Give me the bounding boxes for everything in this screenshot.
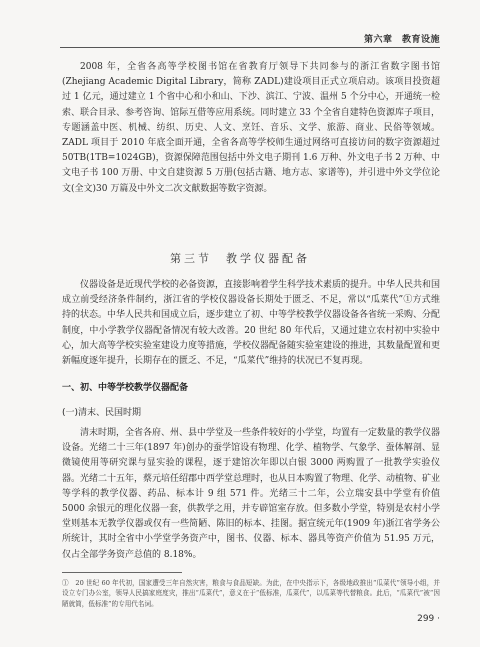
subsection-heading: 一、初、中等学校教学仪器配备: [62, 383, 189, 393]
qing-text-block: [62, 426, 440, 563]
section-paragraph: 仪器设备是近现代学校的必备资源，直接影响着学生科学技术素质的提升。中华人民共和国成立前受经济条件制约，浙江省的学校仪器设备长期处于匮乏、不足，常以“瓜菜代”①方式维持的状态。中华人民共和国成立后，逐步建立了初、中等学校教学仪器设备各省统一采购、分配制度，中小学教学仪器配备情况有较大改善。20 世纪 80 年代后，又通过建立农村初中实验中心，加大高等学校实验室建设力度等措施，学校仪器配备随实验室建设的推进，其数量配置和更新幅度逐年提升，长期存在的匮乏、不足，“瓜菜代”维持的状况已不复再现。: [62, 280, 441, 367]
qing-paragraph: 清末时期，全省各府、州、县中学堂及一些条件较好的小学堂，均置有一定数量的教学仪器设备。光绪二十三年(1897 年)创办的蚕学馆设有物理、化学、植物学、气象学、蚕体解剖、显微镜使用等研究课与显实验的课程，逐于建馆次年即以白银 3000 两购置了一批教学实验仪器。光绪二十五年，蔡元培任绍郡中西学堂总理时，也从日本购置了物理、化学、动植物、矿业等学科的教学仪器、药品、标本计 9 组 571 件。光绪三十二年，公立瑞安县中学堂有价值 5000 余银元的理化仪器一套，供教学之用，并专辟馆室存放。但多数小学堂，特别是农村小学堂则基本无教学仪器或仅有一些简陋、陈旧的标本、挂图。据宣统元年(1909 年)浙江省学务公所统计，其时全省中小学堂学务资产中，图书、仪器、标本、器具等资产价值为 51.95 万元，仅占全部学务资产总值的 8.18%。: [62, 428, 441, 560]
page-number: 299 ·: [417, 614, 440, 624]
intro-paragraph: 2008 年，全省各高等学校图书馆在省教育厅领导下共同参与的浙江省数字图书馆(Zhejiang Academic Digital Library，简称 ZADL)建设项目正式立项启动。该项目投资超过 1 亿元，通过建立 1 个省中心和小和山、下沙、滨江、宁波、温州 5 个分中心，开通统一检索、联合目录、参考咨询、馆际互借等应用系统。同时建立 33 个全省自建特色资源库子项目，专题涵盖中医、机械、纺织、历史、人文、烹饪、音乐、文学、旅游、商业、民俗等领域。ZADL 项目于 2010 年底全面开通，全省各高等学校师生通过网络可直接访问的数字资源超过 50TB(1TB=1024GB)，资源保障范围包括中外文电子期刊 1.6 万种、外文电子书 2 万种、中文电子书 100 万册、中文自建资源 5 万册(包括古籍、地方志、家谱等)，并引进中外文学位论文(全文)30 万篇及中外文二次文献数据等数字资源。: [62, 62, 440, 194]
subsubsection-heading: (一)清末、民国时期: [62, 408, 142, 418]
footnote-rule: [62, 572, 182, 573]
chapter-header: 第六章 教育设施: [363, 35, 440, 45]
intro-text-block: [62, 60, 440, 197]
footnote: ① 20 世纪 60 年代初，国家遭受三年自然灾害，粮食与食品短缺。为此，在中央指示下，各级地政推出“瓜菜代”领导小组，并设立专门办公室，领导人民搞家庭度灾，推出“瓜菜代”，意义在于“低标准，瓜菜代”，以瓜菜等代替粮食。此后，“瓜菜代”被“因陋就简，低标准”的专用代名词。: [62, 579, 440, 608]
header-rule: [60, 47, 440, 48]
section-title: 第三节 教学仪器配备: [170, 252, 310, 265]
section-text-block: [62, 278, 440, 369]
